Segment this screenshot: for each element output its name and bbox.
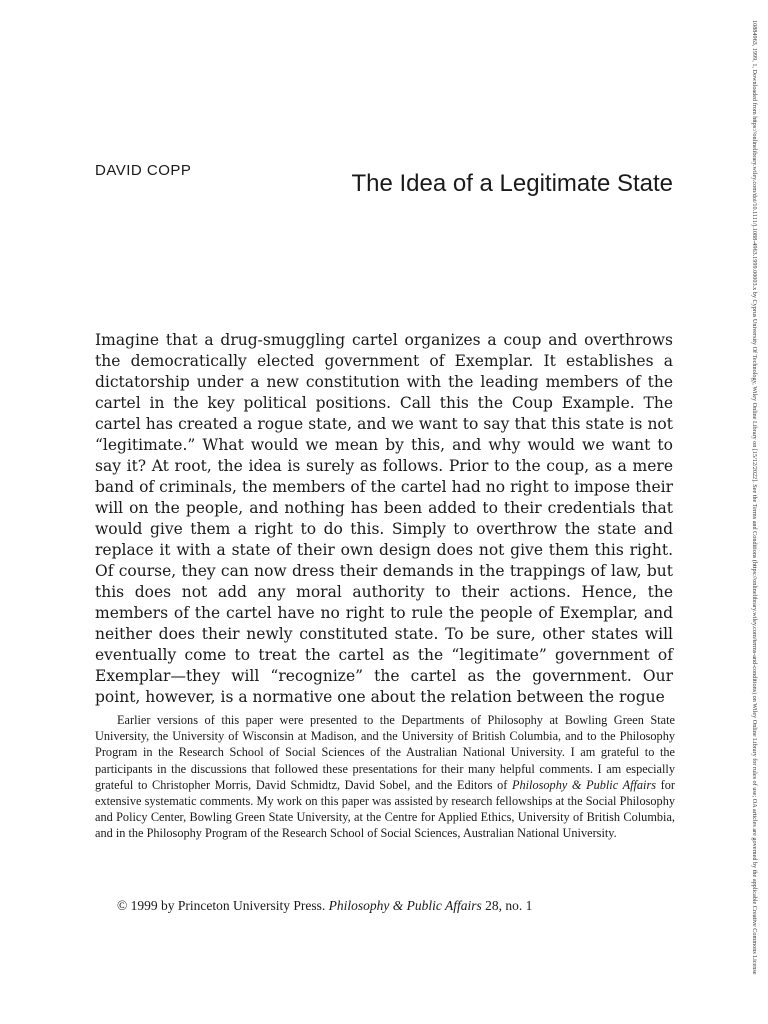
- acknowledgement-footnote: [95, 712, 675, 842]
- download-watermark-sidebar: [748, 20, 760, 1010]
- download-watermark-text: 10884963, 1999, 1, Downloaded from https://onlinelibrary.wiley.com/doi/10.1111/j.1088-4963.1999.00003.x by Cyprus University Of Technology, Wiley Online Library on [15/12/2022]. See the Terms and Conditions (https://onlinelibrary.wiley.com/terms-and-conditions) on Wiley Online Library for rules of use; OA articles are governed by the applicable Creative Commons License: [751, 20, 758, 975]
- footnote-journal-name: Philosophy & Public Affairs: [511, 777, 657, 792]
- copyright-prefix: © 1999 by Princeton University Press.: [117, 898, 329, 913]
- body-paragraph: Imagine that a drug-smuggling cartel organizes a coup and overthrows the democratically elected government of Exemplar. It establishes a dictatorship under a new constitution with the leading members of the cartel in the key political positions. Call this the Coup Example. The cartel has created a rogue state, and we want to say that this state is not “legitimate.” What would we mean by this, and why would we want to say it? At root, the idea is surely as follows. Prior to the coup, as a mere band of criminals, the members of the cartel had no right to impose their will on the people, and nothing has been added to their credentials that would give them a right to do this. Simply to overthrow the state and replace it with a state of their own design does not give them this right. Of course, they can now dress their demands in the trappings of law, but this does not add any moral authority to their actions. Hence, the members of the cartel have no right to rule the people of Exemplar, and neither does their newly constituted state. To be sure, other states will eventually come to treat the cartel as the “legitimate” government of Exemplar—they will “recognize” the cartel as the government. Our point, however, is a normative one about the relation between the rogue: [95, 331, 673, 706]
- copyright-suffix: 28, no. 1: [481, 898, 533, 913]
- footnote-text-2: for extensive systematic comments. My work on this paper was assisted by research fellowships at the Social Philosophy and Policy Center, Bowling Green State University, at the Centre for Applied Ethics, University of British Columbia, and in the Philosophy Program of the Research School of Social Sciences, Australian National University.: [95, 777, 675, 841]
- copyright-journal-name: Philosophy & Public Affairs: [328, 898, 482, 913]
- copyright-line: [117, 898, 677, 914]
- article-title: The Idea of a Legitimate State: [351, 170, 673, 198]
- footnote-text-1: Earlier versions of this paper were presented to the Departments of Philosophy at Bowling Green State University, the University of Wisconsin at Madison, and the University of British Columbia, and to the Philosophy Program in the Research School of Social Sciences of the Australian National University. I am grateful to the participants in the discussions that followed these presentations for their many helpful comments. I am especially grateful to Christopher Morris, David Schmidtz, David Sobel, and the Editors of: [95, 713, 675, 792]
- author-name: DAVID COPP: [95, 162, 192, 179]
